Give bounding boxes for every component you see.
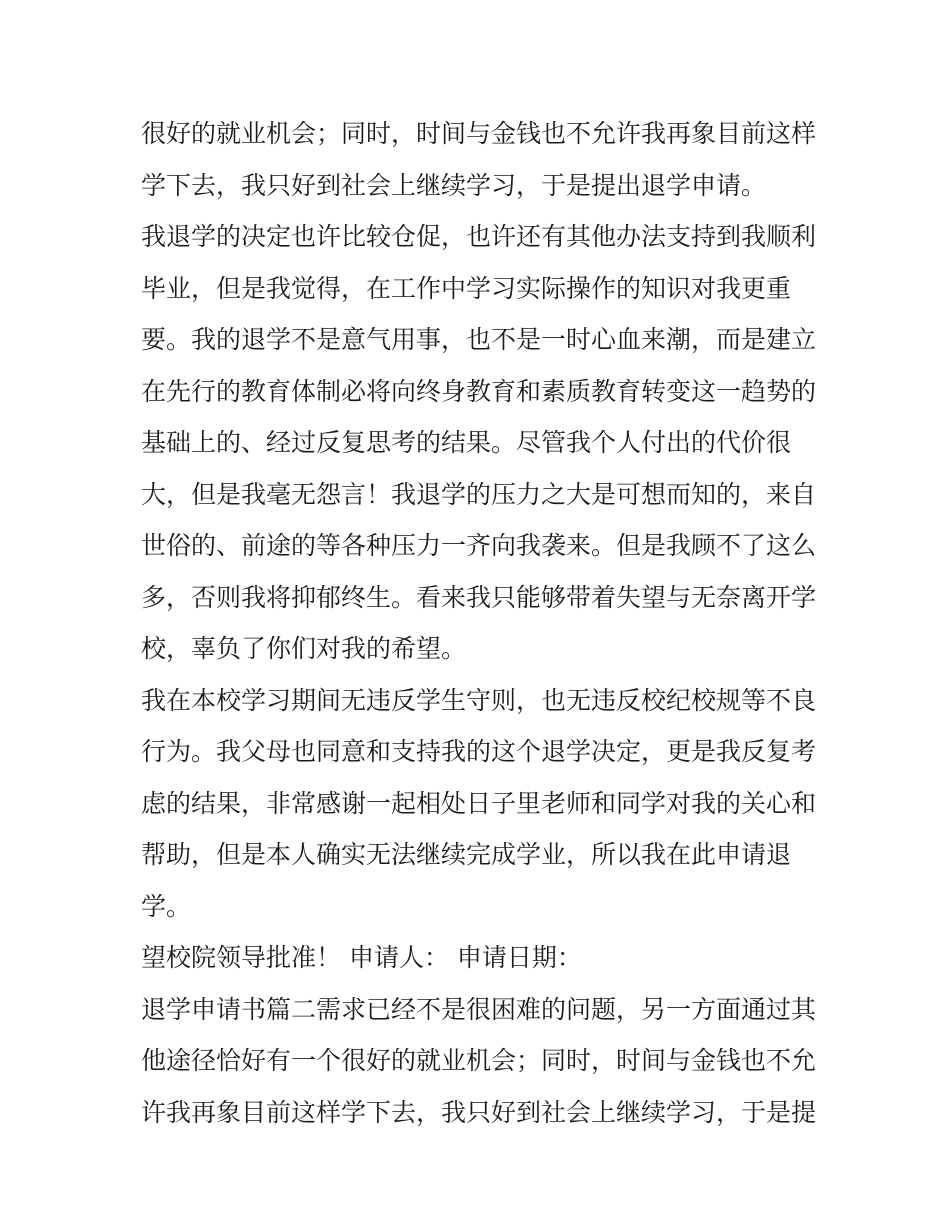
text-line: 在先行的教育体制必将向终身教育和素质教育转变这一趋势的	[141, 376, 817, 406]
text-line: 学下去，我只好到社会上继续学习，于是提出退学申请。	[141, 170, 767, 200]
text-line: 帮助，但是本人确实无法继续完成学业，所以我在此申请退	[141, 840, 792, 869]
text-line: 毕业，但是我觉得，在工作中学习实际操作的知识对我更重	[141, 273, 792, 303]
text-line: 行为。我父母也同意和支持我的这个退学决定，更是我反复考	[141, 737, 817, 766]
text-line: 我退学的决定也许比较仓促，也许还有其他办法支持到我顺利	[141, 222, 817, 251]
text-line: 他途径恰好有一个很好的就业机会；同时，时间与金钱也不允	[141, 1046, 817, 1075]
text-line: 多，否则我将抑郁终生。看来我只能够带着失望与无奈离开学	[141, 582, 817, 612]
text-line: 许我再象目前这样学下去，我只好到社会上继续学习，于是提	[141, 1097, 817, 1127]
signature-line: 望校院领导批准！ 申请人： 申请日期：	[141, 943, 582, 972]
text-line: 世俗的、前途的等各种压力一齐向我袭来。但是我顾不了这么	[141, 531, 817, 560]
text-line: 校，辜负了你们对我的希望。	[141, 634, 467, 663]
text-line: 大，但是我毫无怨言！我退学的压力之大是可想而知的，来自	[141, 479, 817, 509]
document-body	[141, 108, 821, 1138]
text-line: 我在本校学习期间无违反学生守则，也无违反校纪校规等不良	[141, 685, 817, 715]
text-line: 虑的结果，非常感谢一起相处日子里老师和同学对我的关心和	[141, 788, 817, 818]
text-line: 很好的就业机会；同时，时间与金钱也不允许我再象目前这样	[141, 119, 817, 148]
text-line: 要。我的退学不是意气用事，也不是一时心血来潮，而是建立	[141, 325, 817, 354]
text-line: 退学申请书篇二需求已经不是很困难的问题，另一方面通过其	[141, 994, 817, 1024]
text-line: 学。	[141, 891, 192, 921]
text-line: 基础上的、经过反复思考的结果。尽管我个人付出的代价很	[141, 428, 792, 457]
